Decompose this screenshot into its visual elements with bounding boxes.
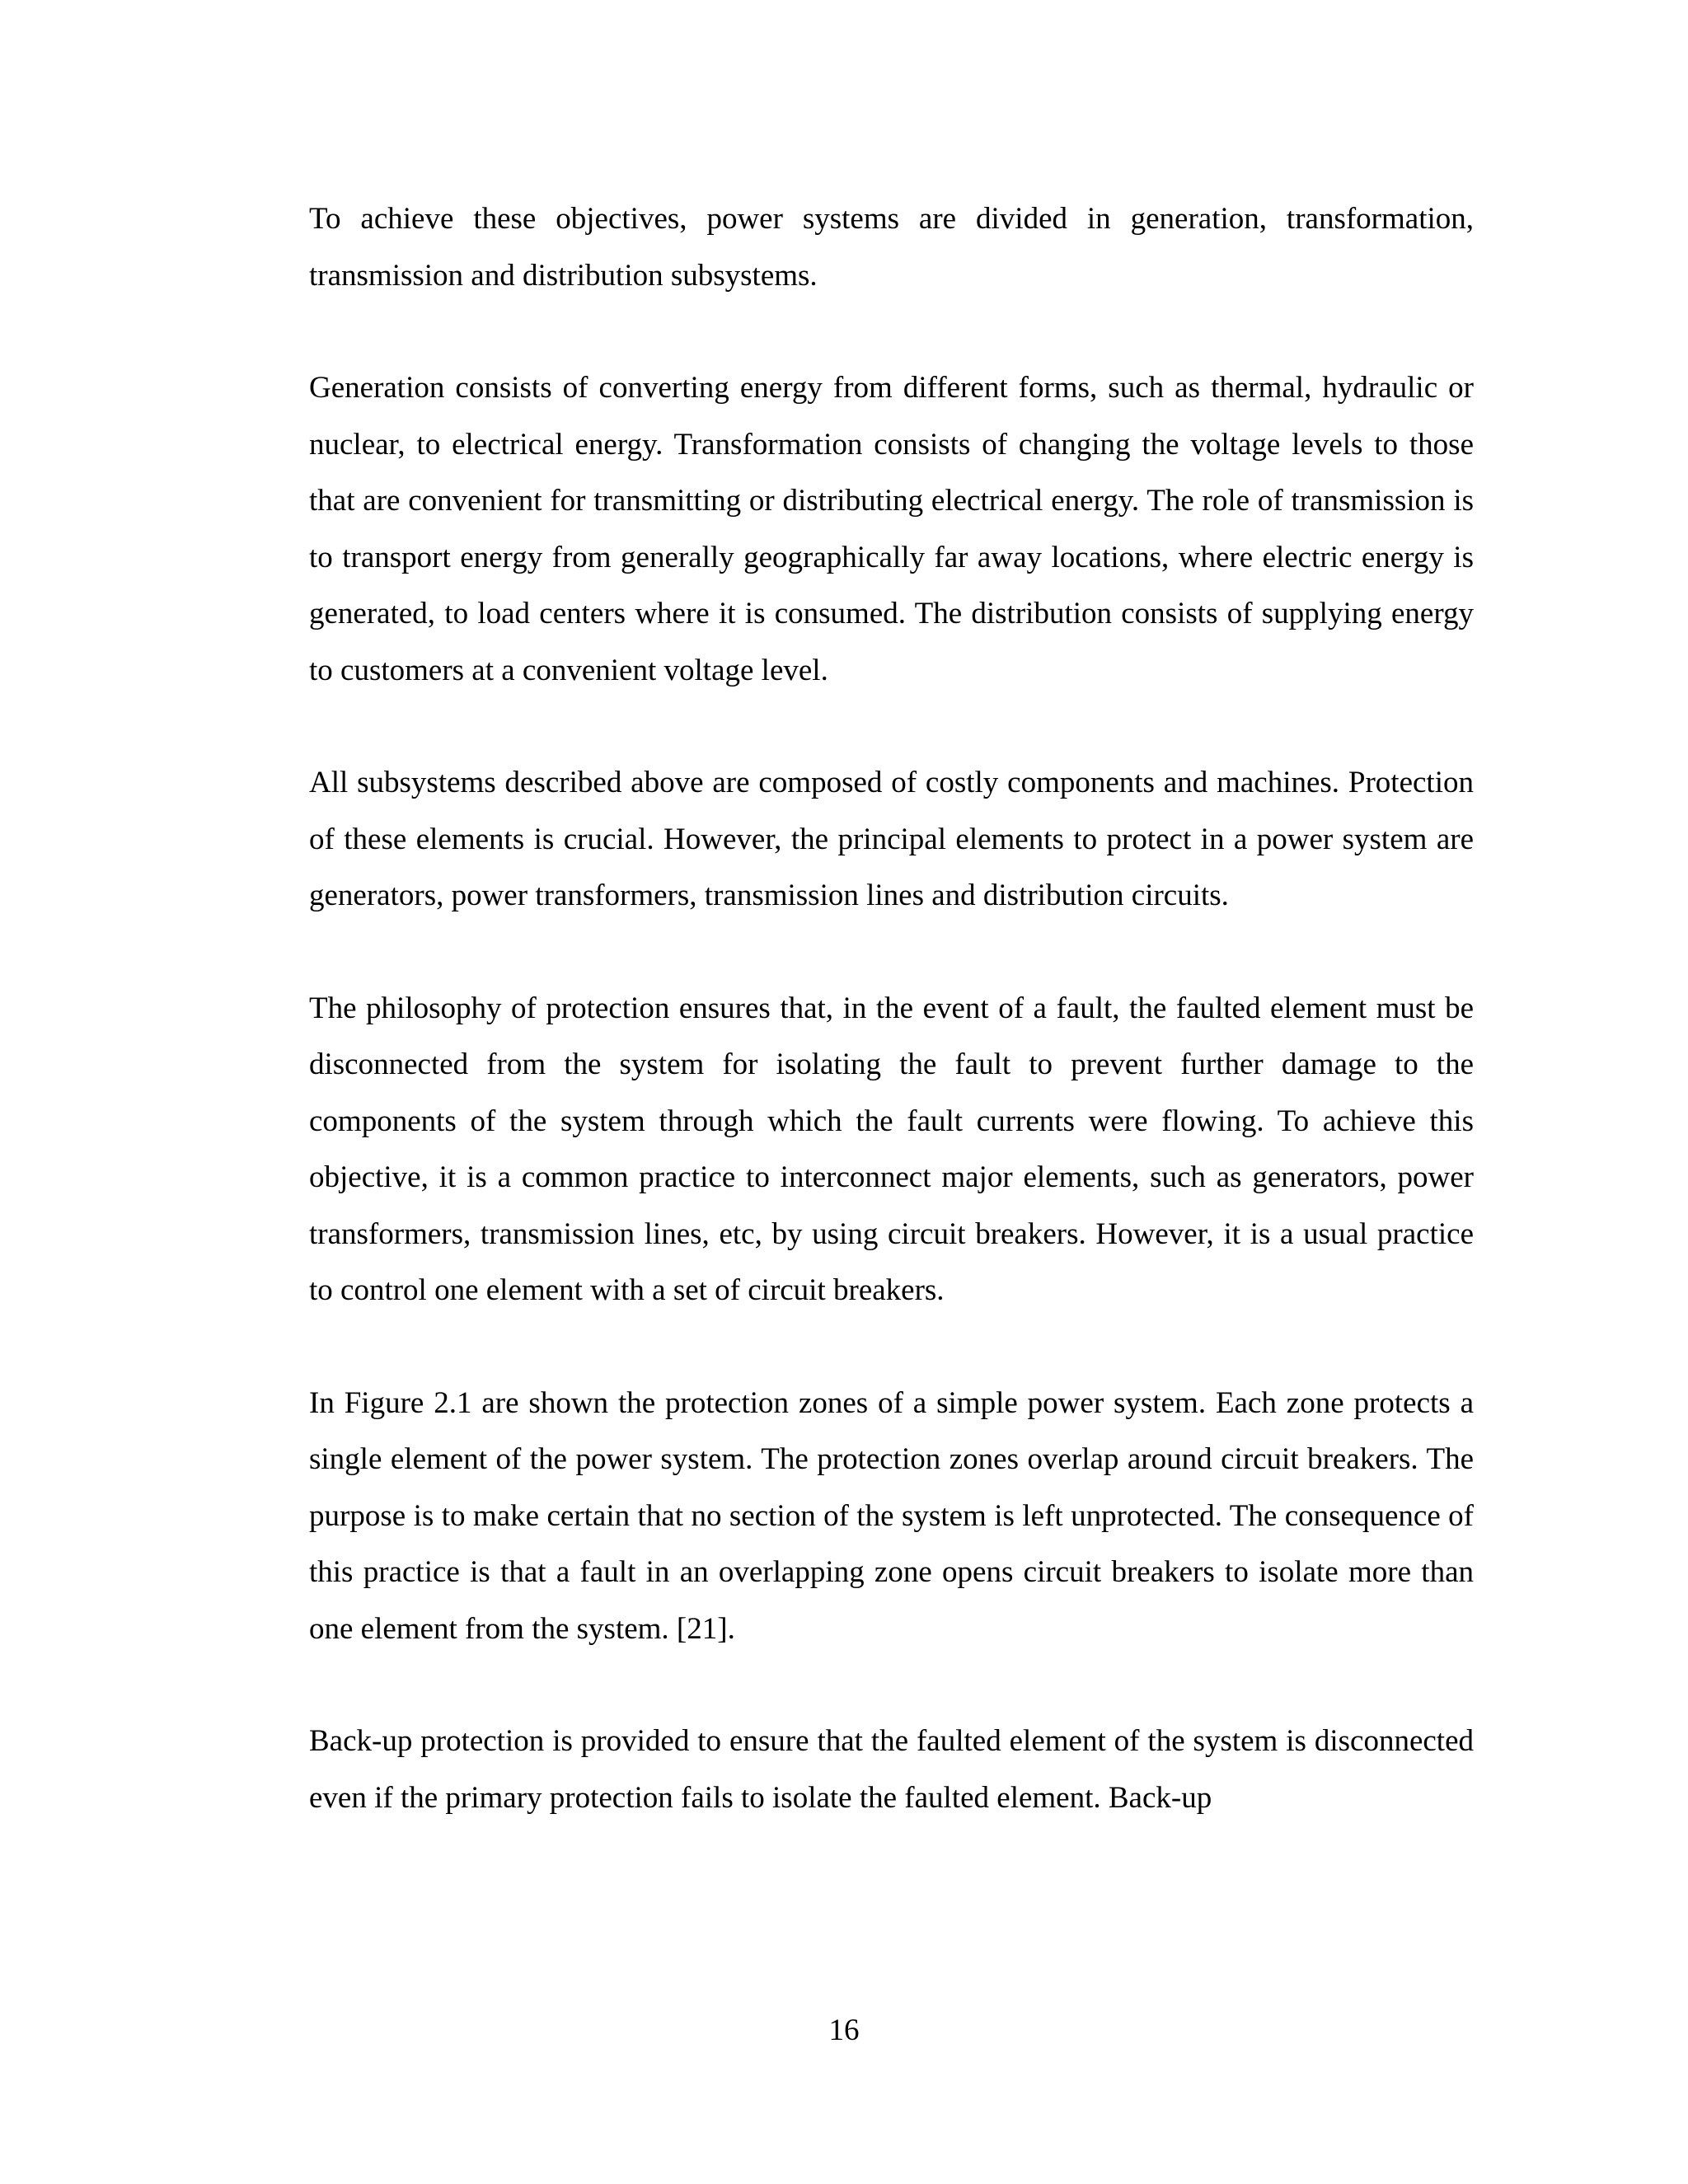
paragraph-protection-zones: In Figure 2.1 are shown the protection zones of a simple power system. Each zone protects a single element of the power system. The protection zones overlap around circuit breakers. The purpose is to make certain that no section of the system is left unprotected. The consequence of this practice is that a fault in an overlapping zone opens circuit breakers to isolate more than one element from the system. [21]. xyxy=(309,1385,1474,1646)
paragraph-philosophy: The philosophy of protection ensures that, in the event of a fault, the faulted element must be disconnected from the system for isolating the fault to prevent further damage to the components of the system through which the fault currents were flowing. To achieve this objective, it is a common practice to interconnect major elements, such as generators, power transformers, transmission lines, etc, by using circuit breakers. However, it is a usual practice to control one element with a set of circuit breakers. xyxy=(309,991,1474,1307)
page-number: 16 xyxy=(828,2013,860,2047)
paragraph-objectives: To achieve these objectives, power systems are divided in generation, transformation, transmission and distribution subsystems. xyxy=(309,202,1474,293)
paragraph-backup-protection: Back-up protection is provided to ensure that the faulted element of the system is disconnected even if the primary protection fails to isolate the faulted element. Back-up xyxy=(309,1724,1474,1815)
paragraph-subsystems: All subsystems described above are composed of costly components and machines. Protection of these elements is crucial. However, the principal elements to protect in a power system are generators, power transformers, transmission lines and distribution circuits. xyxy=(309,766,1474,912)
paragraph-generation: Generation consists of converting energy from different forms, such as thermal, hydraulic or nuclear, to electrical energy. Transformation consists of changing the voltage levels to those that are convenient for transmitting or distributing electrical energy. The role of transmission is to transport energy from generally geographically far away locations, where electric energy is generated, to load centers where it is consumed. The distribution consists of supplying energy to customers at a convenient voltage level. xyxy=(309,371,1474,687)
body-text xyxy=(309,191,1474,1882)
